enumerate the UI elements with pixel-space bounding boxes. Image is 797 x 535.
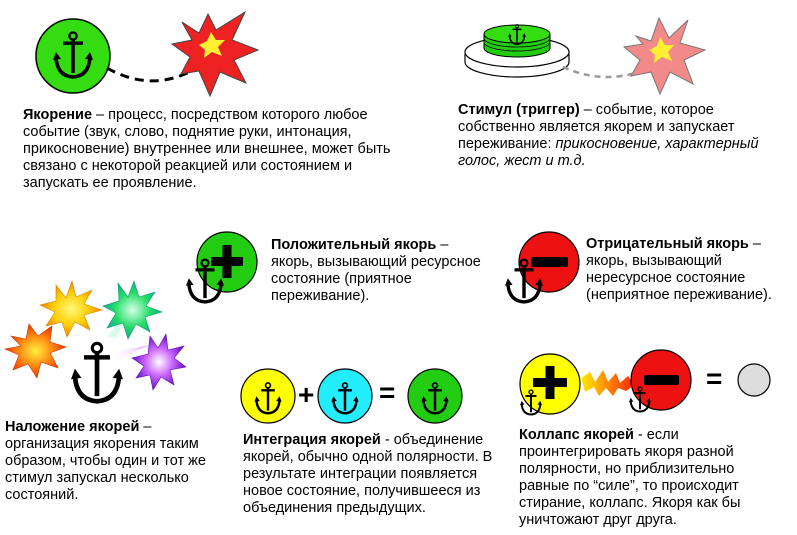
collapse-definition: - если проинтегрировать якоря разной полярности, но приблизительно равные по “силе”, то происходит стирание, коллапс. Якоря как бы уничтожают друг друга. <box>519 427 741 528</box>
explosion-icon <box>172 12 258 96</box>
minus-icon <box>644 375 679 385</box>
collapse-text <box>519 427 784 529</box>
positive-term: Положительный якорь <box>271 237 437 253</box>
integration-definition: - объединение якорей, обычно одной полярности. В результате интеграции появляется новое состояние, получившееся из объединения предыдущих. <box>243 432 493 516</box>
negative-text <box>586 236 794 304</box>
anchoring-definition: – процесс, посредством которого любое событие (звук, слово, поднятие руки, интонация, прикосновение) внутреннее или внешнее, может быть связано с некоторой реакцией или состоянием и запускать ее проявление. <box>23 107 391 191</box>
anchoring-text <box>23 107 403 192</box>
stimulus-definition: – событие, которое собственно является якорем и запускает переживание: <box>458 102 735 152</box>
collapse-equals: = <box>706 363 723 394</box>
integration-term: Интеграция якорей <box>243 432 381 448</box>
positive-text <box>271 237 486 305</box>
stacking-text <box>5 419 237 504</box>
anchoring-term: Якорение <box>23 107 93 123</box>
stimulus-text <box>458 102 783 170</box>
minus-icon <box>531 257 568 267</box>
collapse-spark <box>581 370 634 396</box>
collapse-result-circle <box>738 364 770 396</box>
stimulus-examples: прикосновение, характерный голос, жест и т.д. <box>458 136 759 169</box>
integration-equals: = <box>379 377 396 408</box>
negative-term: Отрицательный якорь <box>586 236 749 252</box>
collapse-term: Коллапс якорей <box>519 427 634 443</box>
negative-definition: – якорь, вызывающий нересурсное состояние (неприятное переживание). <box>586 236 772 303</box>
integration-plus: + <box>298 379 315 410</box>
positive-definition: – якорь, вызывающий ресурсное состояние (приятное переживание). <box>271 237 481 304</box>
stacking-definition: – организация якорения таким образом, чтобы один и тот же стимул запускал несколько состояний. <box>5 419 206 503</box>
integration-text <box>243 432 493 517</box>
stimulus-term: Стимул (триггер) <box>458 102 580 118</box>
stacking-term: Наложение якорей <box>5 419 140 435</box>
